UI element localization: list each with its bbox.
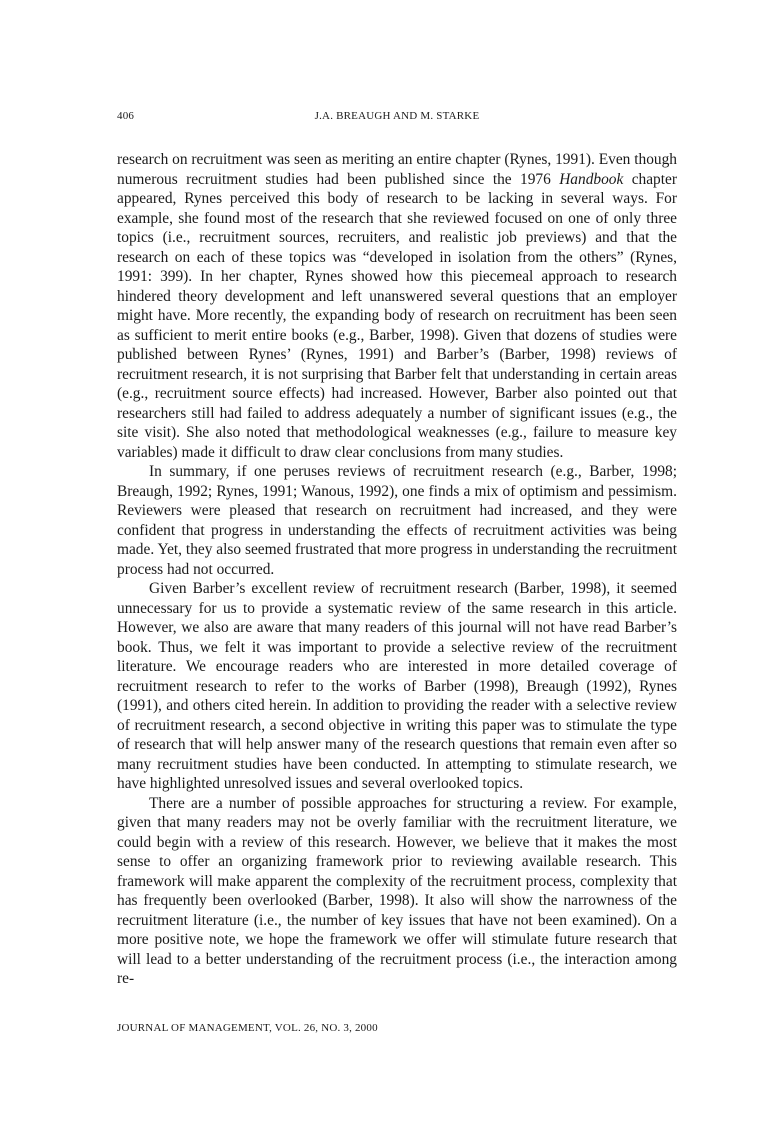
- page-footer: JOURNAL OF MANAGEMENT, VOL. 26, NO. 3, 2000: [117, 1022, 378, 1034]
- page-header: [117, 110, 677, 126]
- handbook-title: Handbook: [559, 170, 624, 188]
- running-head: J.A. BREAUGH AND M. STARKE: [314, 110, 480, 122]
- article-body: [117, 150, 677, 989]
- paragraph-1-text-end: chapter appeared, Rynes perceived this body of research to be lacking in several ways. For example, she found most of the research that she reviewed focused on one of only three topics (i.e., recruitment sources, recruiters, and realistic job previews) and that the research on each of these topics was “developed in isolation from the others” (Rynes, 1991: 399). In her chapter, Rynes showed how this piecemeal approach to research hindered theory development and left unanswered several questions that an employer might have. More recently, the expanding body of research on recruitment has been seen as sufficient to merit entire books (e.g., Barber, 1998). Given that dozens of studies were published between Rynes’ (Rynes, 1991) and Barber’s (Barber, 1998) reviews of recruitment research, it is not surprising that Barber felt that understanding in certain areas (e.g., recruitment source effects) had increased. However, Barber also pointed out that researchers still had failed to address adequately a number of significant issues (e.g., the site visit). She also noted that methodological weaknesses (e.g., failure to measure key variables) made it difficult to draw clear conclusions from many studies.: [117, 170, 677, 461]
- paragraph-4: There are a number of possible approaches for structuring a review. For example, given that many readers may not be overly familiar with the recruitment literature, we could begin with a review of this research. However, we believe that it makes the most sense to offer an organizing framework prior to reviewing available research. This framework will make apparent the complexity of the recruitment process, complexity that has frequently been overlooked (Barber, 1998). It also will show the narrowness of the recruitment literature (i.e., the number of key issues that have not been examined). On a more positive note, we hope the framework we offer will stimulate future research that will lead to a better understanding of the recruitment process (i.e., the interaction among re-: [117, 794, 677, 987]
- paragraph-1-text-start: research on recruitment was seen as meriting an entire chapter (Rynes, 1991). Even though numerous recruitment studies had been published since the 1976: [117, 151, 677, 188]
- paragraph-1: [117, 150, 677, 462]
- page-number: 406: [117, 110, 135, 122]
- paragraph-3: Given Barber’s excellent review of recruitment research (Barber, 1998), it seemed unnecessary for us to provide a systematic review of the same research in this article. However, we also are aware that many readers of this journal will not have read Barber’s book. Thus, we felt it was important to provide a selective review of the recruitment literature. We encourage readers who are interested in more detailed coverage of recruitment research to refer to the works of Barber (1998), Breaugh (1992), Rynes (1991), and others cited herein. In addition to providing the reader with a selective review of recruitment research, a second objective in writing this paper was to stimulate the type of research that will help answer many of the research questions that remain even after so many recruitment studies have been conducted. In attempting to stimulate research, we have highlighted unresolved issues and several overlooked topics.: [117, 580, 677, 792]
- paragraph-2: In summary, if one peruses reviews of recruitment research (e.g., Barber, 1998; Breaugh, 1992; Rynes, 1991; Wanous, 1992), one finds a mix of optimism and pessimism. Reviewers were pleased that research on recruitment had increased, and they were confident that progress in understanding the effects of recruitment activities was being made. Yet, they also seemed frustrated that more progress in understanding the recruitment process had not occurred.: [117, 463, 677, 578]
